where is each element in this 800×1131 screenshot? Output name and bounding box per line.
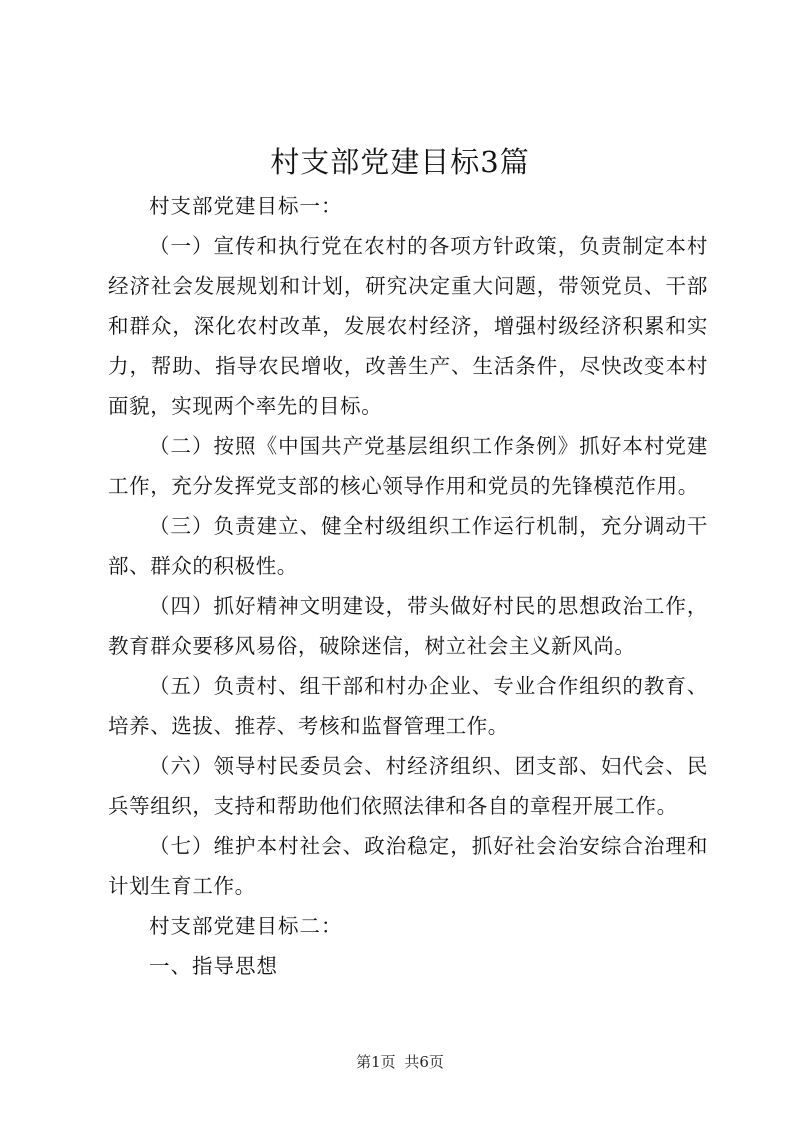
paragraph-item-2: （二）按照《中国共产党基层组织工作条例》抓好本村党建工作，充分发挥党支部的核心领导作用和党员的先锋模范作用。 [108,434,708,498]
document-body [108,186,708,986]
paragraph-item-1: （一）宣传和执行党在农村的各项方针政策，负责制定本村经济社会发展规划和计划，研究决定重大问题，带领党员、干部和群众，深化农村改革，发展农村经济，增强村级经济积累和实力，帮助、指导农民增收，改善生产、生活条件，尽快改变本村面貌，实现两个率先的目标。 [108,234,708,418]
page-total: 共6页 [404,1053,444,1071]
paragraph-item-3: （三）负责建立、健全村级组织工作运行机制，充分调动干部、群众的积极性。 [108,514,708,578]
paragraph-item-6: （六）领导村民委员会、村经济组织、团支部、妇代会、民兵等组织，支持和帮助他们依照法律和各自的章程开展工作。 [108,754,708,818]
section-heading-1: 村支部党建目标一： [149,194,343,218]
section-heading-2: 村支部党建目标二： [149,914,343,938]
document-title: 村支部党建目标3篇 [270,145,530,179]
subsection-heading: 一、指导思想 [149,954,278,978]
paragraph-item-4: （四）抓好精神文明建设，带头做好村民的思想政治工作，教育群众要移风易俗，破除迷信，树立社会主义新风尚。 [108,594,708,658]
paragraph-item-5: （五）负责村、组干部和村办企业、专业合作组织的教育、培养、选拔、推荐、考核和监督管理工作。 [108,674,708,738]
page-footer [0,1052,800,1072]
page-number: 第1页 [356,1053,396,1071]
paragraph-item-7: （七）维护本村社会、政治稳定，抓好社会治安综合治理和计划生育工作。 [108,834,708,898]
